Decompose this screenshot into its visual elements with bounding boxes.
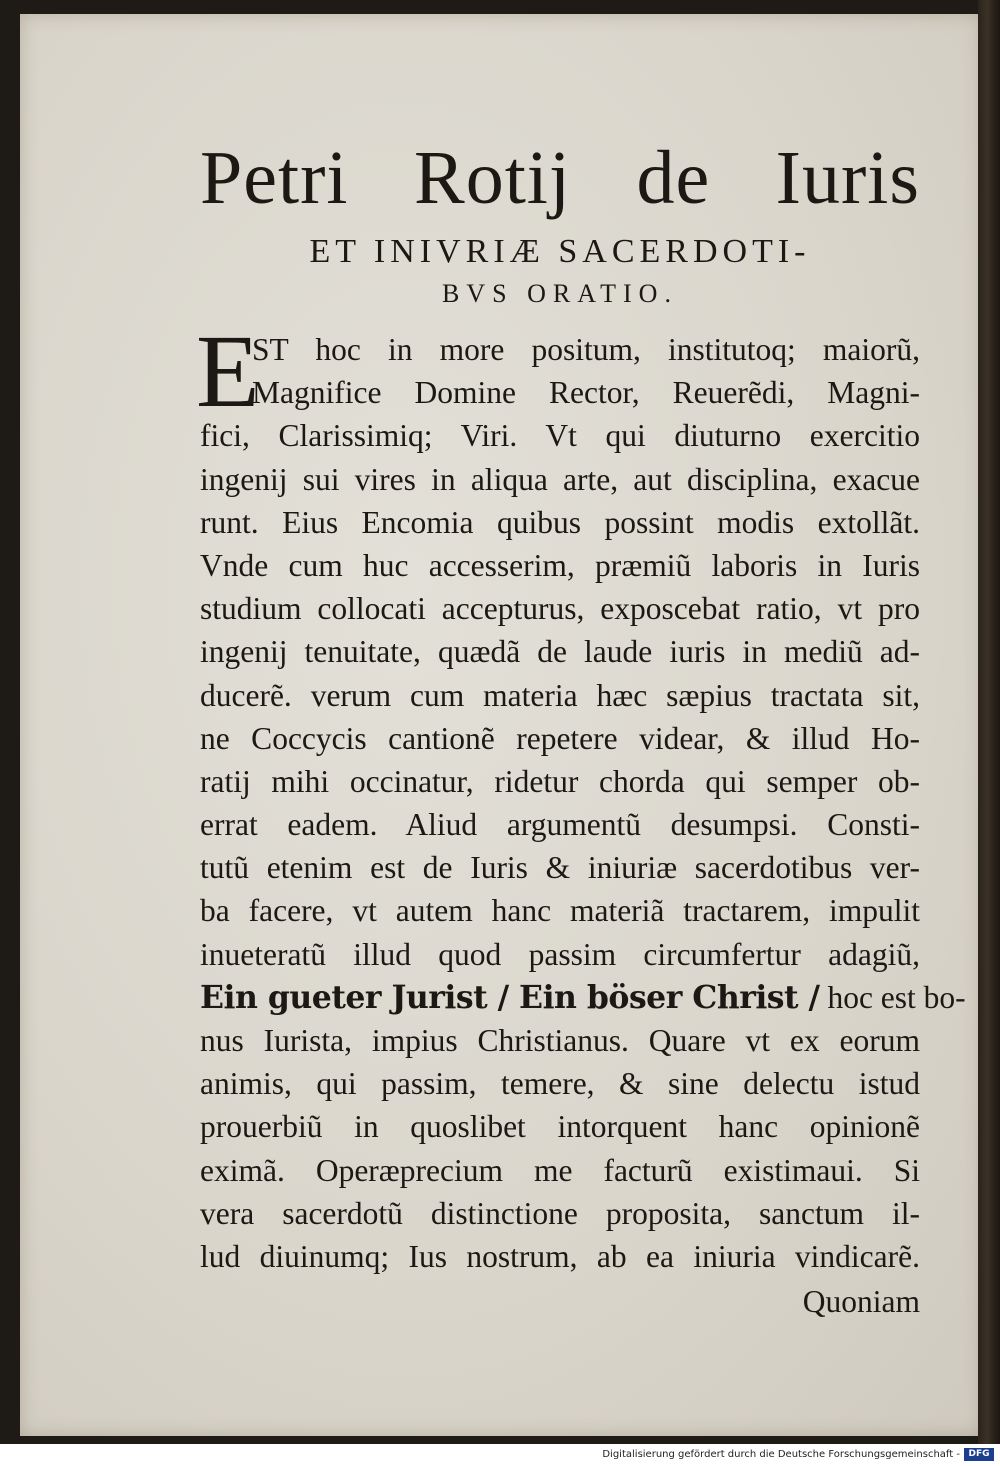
body-line: Magnifice Domine Rector, Reuerẽdi, Magni- <box>252 375 920 411</box>
oration-body <box>196 314 966 1323</box>
body-line: studium collocati accepturus, exposcebat ratio, vt pro <box>200 591 920 627</box>
body-line: ratij mihi occinatur, ridetur chorda qui semper ob- <box>200 763 920 799</box>
funding-credit: Digitalisierung gefördert durch die Deutsche Forschungsgemeinschaft - <box>602 1449 960 1460</box>
body-line: errat eadem. Aliud argumentũ desumpsi. Consti- <box>200 807 920 843</box>
page-title: Petri Rotij de Iuris <box>200 136 920 220</box>
body-line: vera sacerdotũ distinctione proposita, sanctum il- <box>200 1195 920 1231</box>
dfg-logo: DFG <box>964 1448 994 1461</box>
body-line: eximã. Operæprecium me facturũ existimaui. Si <box>200 1152 920 1188</box>
body-line: tutũ etenim est de Iuris & iniuriæ sacerdotibus ver- <box>200 850 920 886</box>
body-line: ingenij sui vires in aliqua arte, aut disciplina, exacue <box>200 461 920 497</box>
body-line: ST hoc in more positum, institutoq; maiorũ, <box>252 332 920 367</box>
body-line: lud diuinumq; Ius nostrum, ab ea iniuria vindicarẽ. <box>200 1238 920 1274</box>
body-line: nus Iurista, impius Christianus. Quare vt ex eorum <box>200 1023 920 1058</box>
body-line: ducerẽ. verum cum materia hæc sæpius tractata sit, <box>200 677 920 713</box>
blackletter-line <box>200 976 966 1019</box>
body-line: runt. Eius Encomia quibus possint modis extollãt. <box>200 504 920 540</box>
body-line: animis, qui passim, temere, & sine delectu istud <box>200 1066 920 1102</box>
proverb-gloss: hoc est bo- <box>819 979 966 1015</box>
blackletter-proverb: Ein gueter Jurist / Ein böser Christ / <box>200 978 820 1016</box>
body-line: ingenij tenuitate, quædã de laude iuris in mediũ ad- <box>200 634 920 670</box>
book-spine-edge <box>978 0 1000 1444</box>
body-line: inueteratũ illud quod passim circumfertur adagiũ, <box>200 936 920 972</box>
body-line: ne Coccycis cantionẽ repetere videar, & illud Ho- <box>200 720 920 756</box>
subtitle-line-2: BVS ORATIO. <box>442 279 678 308</box>
body-line: ba facere, vt autem hanc materiã tractarem, impulit <box>200 893 920 929</box>
body-line: Vnde cum huc accesserim, præmiũ laboris in Iuris <box>200 547 920 583</box>
subtitle-line-1: ET INIVRIÆ SACERDOTI- <box>309 233 811 270</box>
footer-bar <box>0 1444 1000 1466</box>
body-line: fici, Clarissimiq; Viri. Vt qui diuturno exercitio <box>200 418 920 454</box>
book-page <box>20 14 982 1436</box>
text-block <box>196 132 966 1323</box>
body-line: prouerbiũ in quoslibet intorquent hanc opinionẽ <box>200 1109 920 1145</box>
drop-cap-initial: E <box>196 314 260 429</box>
catchword: Quoniam <box>802 1284 920 1320</box>
